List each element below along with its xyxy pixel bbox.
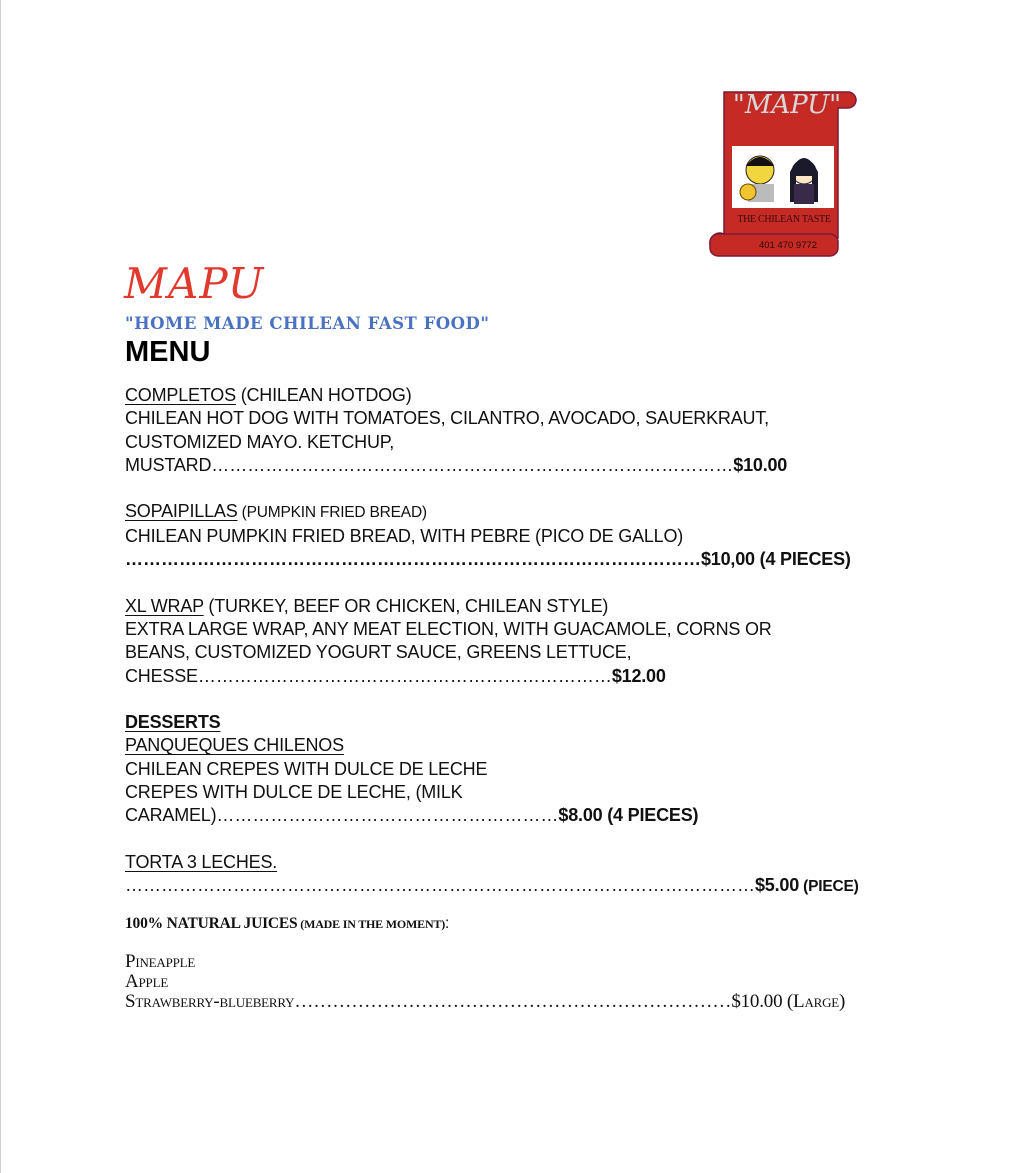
- section-heading: 100% NATURAL JUICES: [125, 914, 298, 932]
- menu-item-xl-wrap: [125, 595, 905, 688]
- logo-title: "MAPU": [732, 90, 842, 120]
- item-price: $12.00: [611, 665, 666, 686]
- item-description: CARAMEL): [125, 805, 217, 826]
- colon: :: [445, 914, 450, 932]
- item-description: CHESSE: [125, 665, 198, 686]
- menu-body: [125, 384, 905, 1012]
- menu-item-sopaipillas: [125, 500, 905, 571]
- juices-section: [125, 911, 905, 1012]
- item-subtitle: (CHILEAN HOTDOG): [235, 385, 412, 405]
- leader-dots: ……………………………………………………………: [294, 990, 732, 1012]
- item-name: XL WRAP: [125, 595, 204, 616]
- item-name: TORTA 3 LECHES.: [125, 851, 278, 872]
- menu-item-completos: [125, 384, 905, 477]
- item-name: PANQUEQUES CHILENOS: [125, 735, 344, 756]
- item-description: CHILEAN CREPES WITH DULCE DE LECHE: [125, 758, 488, 779]
- mapu-logo: [708, 88, 858, 260]
- brand-name: MAPU: [124, 259, 265, 308]
- item-description: EXTRA LARGE WRAP, ANY MEAT ELECTION, WITH GUACAMOLE, CORNS OR: [125, 618, 772, 639]
- item-unit: (PIECE): [799, 878, 859, 896]
- item-subtitle: (TURKEY, BEEF OR CHICKEN, CHILEAN STYLE): [203, 595, 609, 616]
- item-price: $5.00: [755, 875, 800, 896]
- item-subtitle: (PUMPKIN FRIED BREAD): [237, 504, 427, 522]
- item-name: COMPLETOS: [125, 385, 236, 405]
- item-price: $10.00 (Large): [731, 990, 846, 1012]
- item-name: SOPAIPILLAS: [125, 501, 238, 522]
- item-description: CREPES WITH DULCE DE LECHE, (MILK: [125, 782, 463, 803]
- logo-phone: 401 470 9772: [758, 240, 818, 251]
- menu-title: MENU: [125, 336, 211, 368]
- leader-dots: ……………………………………………………………………………………………: [125, 875, 755, 896]
- page-edge: [0, 0, 1, 1173]
- juice-item: Pineapple: [125, 950, 196, 972]
- leader-dots: ……………………………………………………………………………………: [125, 549, 701, 570]
- item-description: MUSTARD: [125, 454, 212, 475]
- juice-item: Apple: [125, 970, 169, 992]
- item-description: BEANS, CUSTOMIZED YOGURT SAUCE, GREENS LETTUCE,: [125, 642, 632, 663]
- item-price: $8.00 (4 PIECES): [558, 805, 699, 826]
- tagline: "HOME MADE CHILEAN FAST FOOD": [125, 314, 490, 333]
- item-description: CHILEAN HOT DOG WITH TOMATOES, CILANTRO, AVOCADO, SAUERKRAUT,: [125, 408, 769, 429]
- item-price: $10,00 (4 PIECES): [701, 549, 851, 570]
- section-heading: DESSERTS: [125, 712, 221, 733]
- item-description: CUSTOMIZED MAYO. KETCHUP,: [125, 431, 395, 452]
- item-description: CHILEAN PUMPKIN FRIED BREAD, WITH PEBRE (PICO DE GALLO): [125, 525, 684, 546]
- leader-dots: ……………………………………………………………: [197, 665, 612, 686]
- item-price: $10.00: [733, 454, 788, 475]
- logo-subtitle: THE CHILEAN TASTE: [737, 214, 831, 225]
- leader-dots: …………………………………………………: [216, 805, 559, 826]
- juice-item: Strawberry-blueberry: [125, 990, 295, 1012]
- desserts-section: [125, 711, 905, 898]
- section-note: (MADE IN THE MOMENT): [297, 916, 446, 931]
- leader-dots: ……………………………………………………………………………: [211, 454, 734, 475]
